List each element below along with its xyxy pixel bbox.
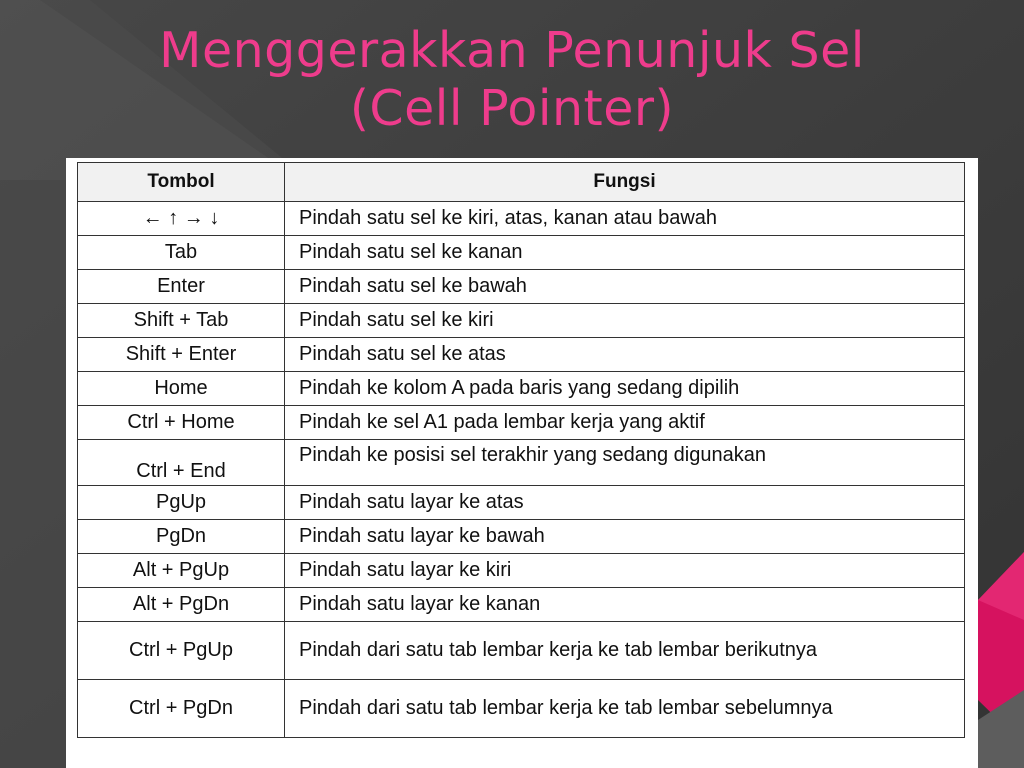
- function-cell: Pindah ke posisi sel terakhir yang sedang digunakan: [285, 440, 965, 486]
- table-row: [78, 270, 965, 304]
- key-cell: Shift + Enter: [78, 338, 285, 372]
- function-cell: Pindah ke sel A1 pada lembar kerja yang aktif: [285, 406, 965, 440]
- function-cell: Pindah satu layar ke bawah: [285, 520, 965, 554]
- table-row: [78, 520, 965, 554]
- key-cell: PgDn: [78, 520, 285, 554]
- slide-title-line1: Menggerakkan Penunjuk Sel: [159, 22, 865, 79]
- table-image: [66, 158, 978, 768]
- table-row: [78, 622, 965, 680]
- table-row: [78, 588, 965, 622]
- function-cell: Pindah satu sel ke kiri, atas, kanan atau bawah: [285, 202, 965, 236]
- function-cell: Pindah satu sel ke atas: [285, 338, 965, 372]
- function-cell: Pindah satu layar ke kiri: [285, 554, 965, 588]
- table-row: [78, 202, 965, 236]
- function-cell: Pindah satu sel ke kiri: [285, 304, 965, 338]
- function-cell: Pindah satu layar ke atas: [285, 486, 965, 520]
- table-row: [78, 486, 965, 520]
- function-cell: Pindah satu layar ke kanan: [285, 588, 965, 622]
- function-cell: Pindah satu sel ke kanan: [285, 236, 965, 270]
- table-row: [78, 338, 965, 372]
- table-row: [78, 236, 965, 270]
- table-header-row: [78, 163, 965, 202]
- key-cell: PgUp: [78, 486, 285, 520]
- function-cell: Pindah satu sel ke bawah: [285, 270, 965, 304]
- key-cell: Ctrl + Home: [78, 406, 285, 440]
- key-cell: Alt + PgUp: [78, 554, 285, 588]
- column-header-fungsi: Fungsi: [285, 163, 965, 202]
- key-cell: Tab: [78, 236, 285, 270]
- key-cell: Ctrl + PgDn: [78, 680, 285, 738]
- function-cell: Pindah dari satu tab lembar kerja ke tab lembar sebelumnya: [285, 680, 965, 738]
- table-row: [78, 680, 965, 738]
- key-cell: Ctrl + PgUp: [78, 622, 285, 680]
- function-cell: Pindah ke kolom A pada baris yang sedang dipilih: [285, 372, 965, 406]
- table-row: [78, 554, 965, 588]
- key-cell: Home: [78, 372, 285, 406]
- key-cell: Shift + Tab: [78, 304, 285, 338]
- key-cell: ← ↑ → ↓: [78, 202, 285, 236]
- table-row: [78, 440, 965, 486]
- key-cell: Enter: [78, 270, 285, 304]
- slide-title-line2: (Cell Pointer): [349, 80, 675, 137]
- key-cell: Ctrl + End: [78, 440, 285, 486]
- slide-title: [0, 22, 1024, 138]
- shortcut-table: [77, 162, 965, 738]
- column-header-tombol: Tombol: [78, 163, 285, 202]
- table-row: [78, 372, 965, 406]
- table-row: [78, 406, 965, 440]
- key-cell: Alt + PgDn: [78, 588, 285, 622]
- function-cell: Pindah dari satu tab lembar kerja ke tab lembar berikutnya: [285, 622, 965, 680]
- table-row: [78, 304, 965, 338]
